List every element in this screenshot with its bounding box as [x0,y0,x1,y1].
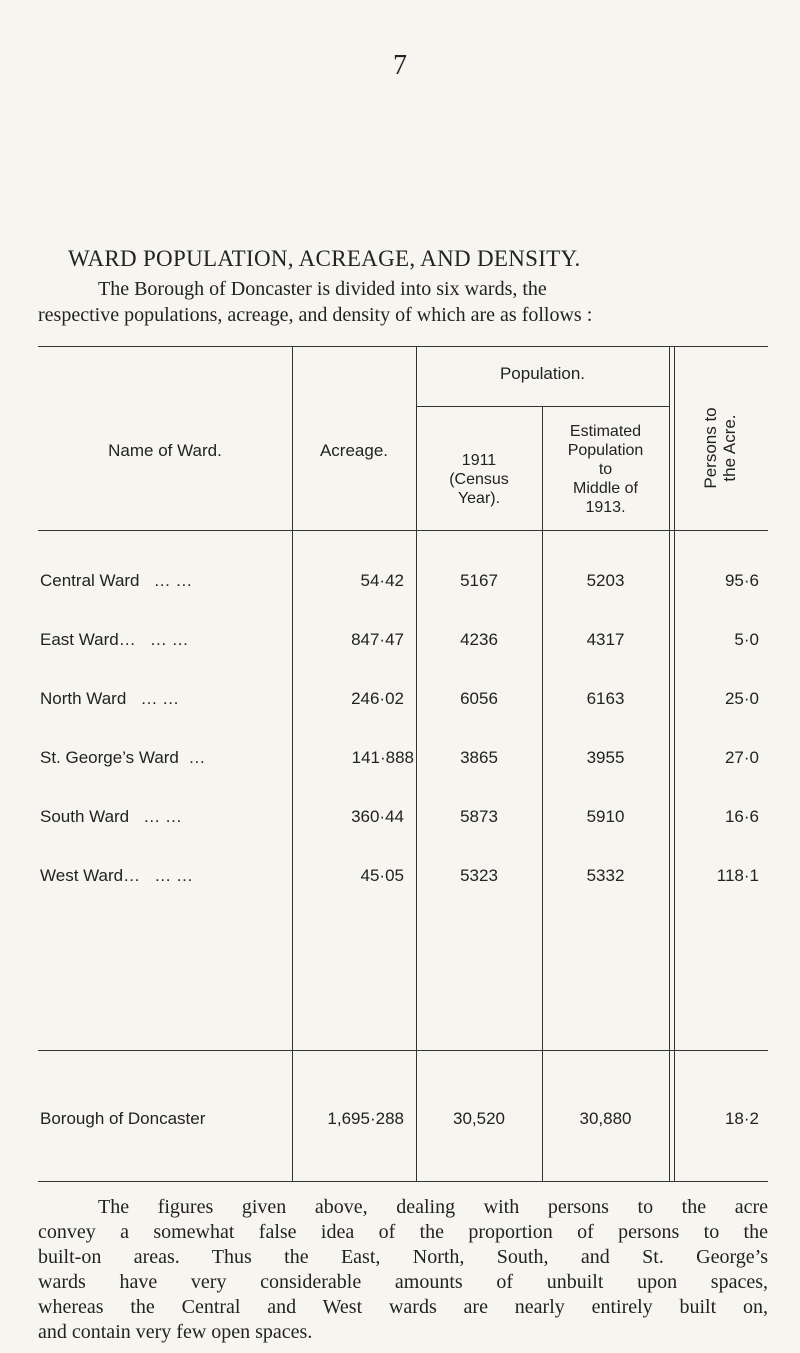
total-acreage: 1,695·288 [327,1109,404,1128]
density-value: 16·6 [724,807,759,826]
estimated-value: 4317 [586,630,625,649]
census-value: 5323 [460,866,498,885]
outro-line: wards have very considerable amounts of unbuilt upon spaces, [38,1271,768,1293]
page-number: 7 [393,50,407,81]
header-estimated-line: Estimated [569,423,642,440]
outro-line: and contain very few open spaces. [38,1321,313,1343]
header-census-line: Year). [457,490,501,507]
header-acreage: Acreage. [319,441,389,460]
header-estimated-line: Middle of [573,480,638,497]
total-name: Borough of Doncaster [40,1109,206,1128]
table-top-rule [38,346,768,347]
header-estimated-line: Population [567,442,644,459]
outro-line: convey a somewhat false idea of the proportion of persons to the [38,1221,768,1243]
header-census-line: (Census [449,471,509,488]
estimated-value: 5332 [586,866,625,885]
intro-paragraph [38,276,768,328]
acreage-value: 360·44 [351,807,404,826]
header-density-line: Persons to [701,407,720,489]
header-estimated-line: 1913. [585,499,626,516]
ward-name: West Ward… … … [40,866,194,885]
census-value: 5167 [460,571,498,590]
outro-line: whereas the Central and West wards are nearly entirely built on, [38,1296,768,1318]
estimated-value: 5910 [586,807,625,826]
acreage-value: 141·888 [351,748,414,767]
acreage-value: 246·02 [351,689,404,708]
acreage-value: 847·47 [351,630,404,649]
ward-name: North Ward … … [40,689,180,708]
estimated-value: 6163 [586,689,625,708]
estimated-value: 3955 [586,748,625,767]
density-value: 25·0 [724,689,759,708]
ward-name: St. George’s Ward … [40,748,206,767]
intro-line: The Borough of Doncaster is divided into six wards, the [98,278,547,300]
header-density-line: the Acre. [720,414,739,482]
density-value: 95·6 [724,571,759,590]
acreage-value: 45·05 [360,866,404,885]
col-rule [542,406,543,1181]
header-population: Population. [499,364,586,383]
header-estimated-line: to [598,461,613,478]
outro-line: The figures given above, dealing with persons to the acre [98,1196,768,1218]
outro-line: built-on areas. Thus the East, North, South, and St. George’s [38,1246,768,1268]
ward-table [38,346,768,1182]
ward-name: East Ward… … … [40,630,189,649]
header-census-line: 1911 [461,452,497,469]
header-density [701,401,741,495]
intro-line: respective populations, acreage, and density of which are as follows : [38,304,593,326]
census-value: 3865 [460,748,498,767]
density-value: 5·0 [734,630,759,649]
ward-name: Central Ward … … [40,571,193,590]
total-census: 30,520 [453,1109,505,1128]
census-value: 4236 [460,630,498,649]
total-top-rule [38,1050,768,1051]
header-census [416,451,542,508]
page-title: WARD POPULATION, ACREAGE, AND DENSITY. [68,246,581,271]
census-value: 5873 [460,807,498,826]
col-rule [669,346,670,1181]
total-density: 18·2 [724,1109,759,1128]
acreage-value: 54·42 [360,571,404,590]
census-value: 6056 [460,689,498,708]
density-value: 118·1 [716,866,759,885]
ward-name: South Ward … … [40,807,183,826]
header-estimated [542,422,669,517]
table-bottom-rule [38,1181,768,1182]
header-name: Name of Ward. [108,441,222,460]
closing-paragraph [38,1195,768,1345]
header-bottom-rule [38,530,768,531]
total-estimated: 30,880 [579,1109,632,1128]
density-value: 27·0 [724,748,759,767]
estimated-value: 5203 [586,571,625,590]
